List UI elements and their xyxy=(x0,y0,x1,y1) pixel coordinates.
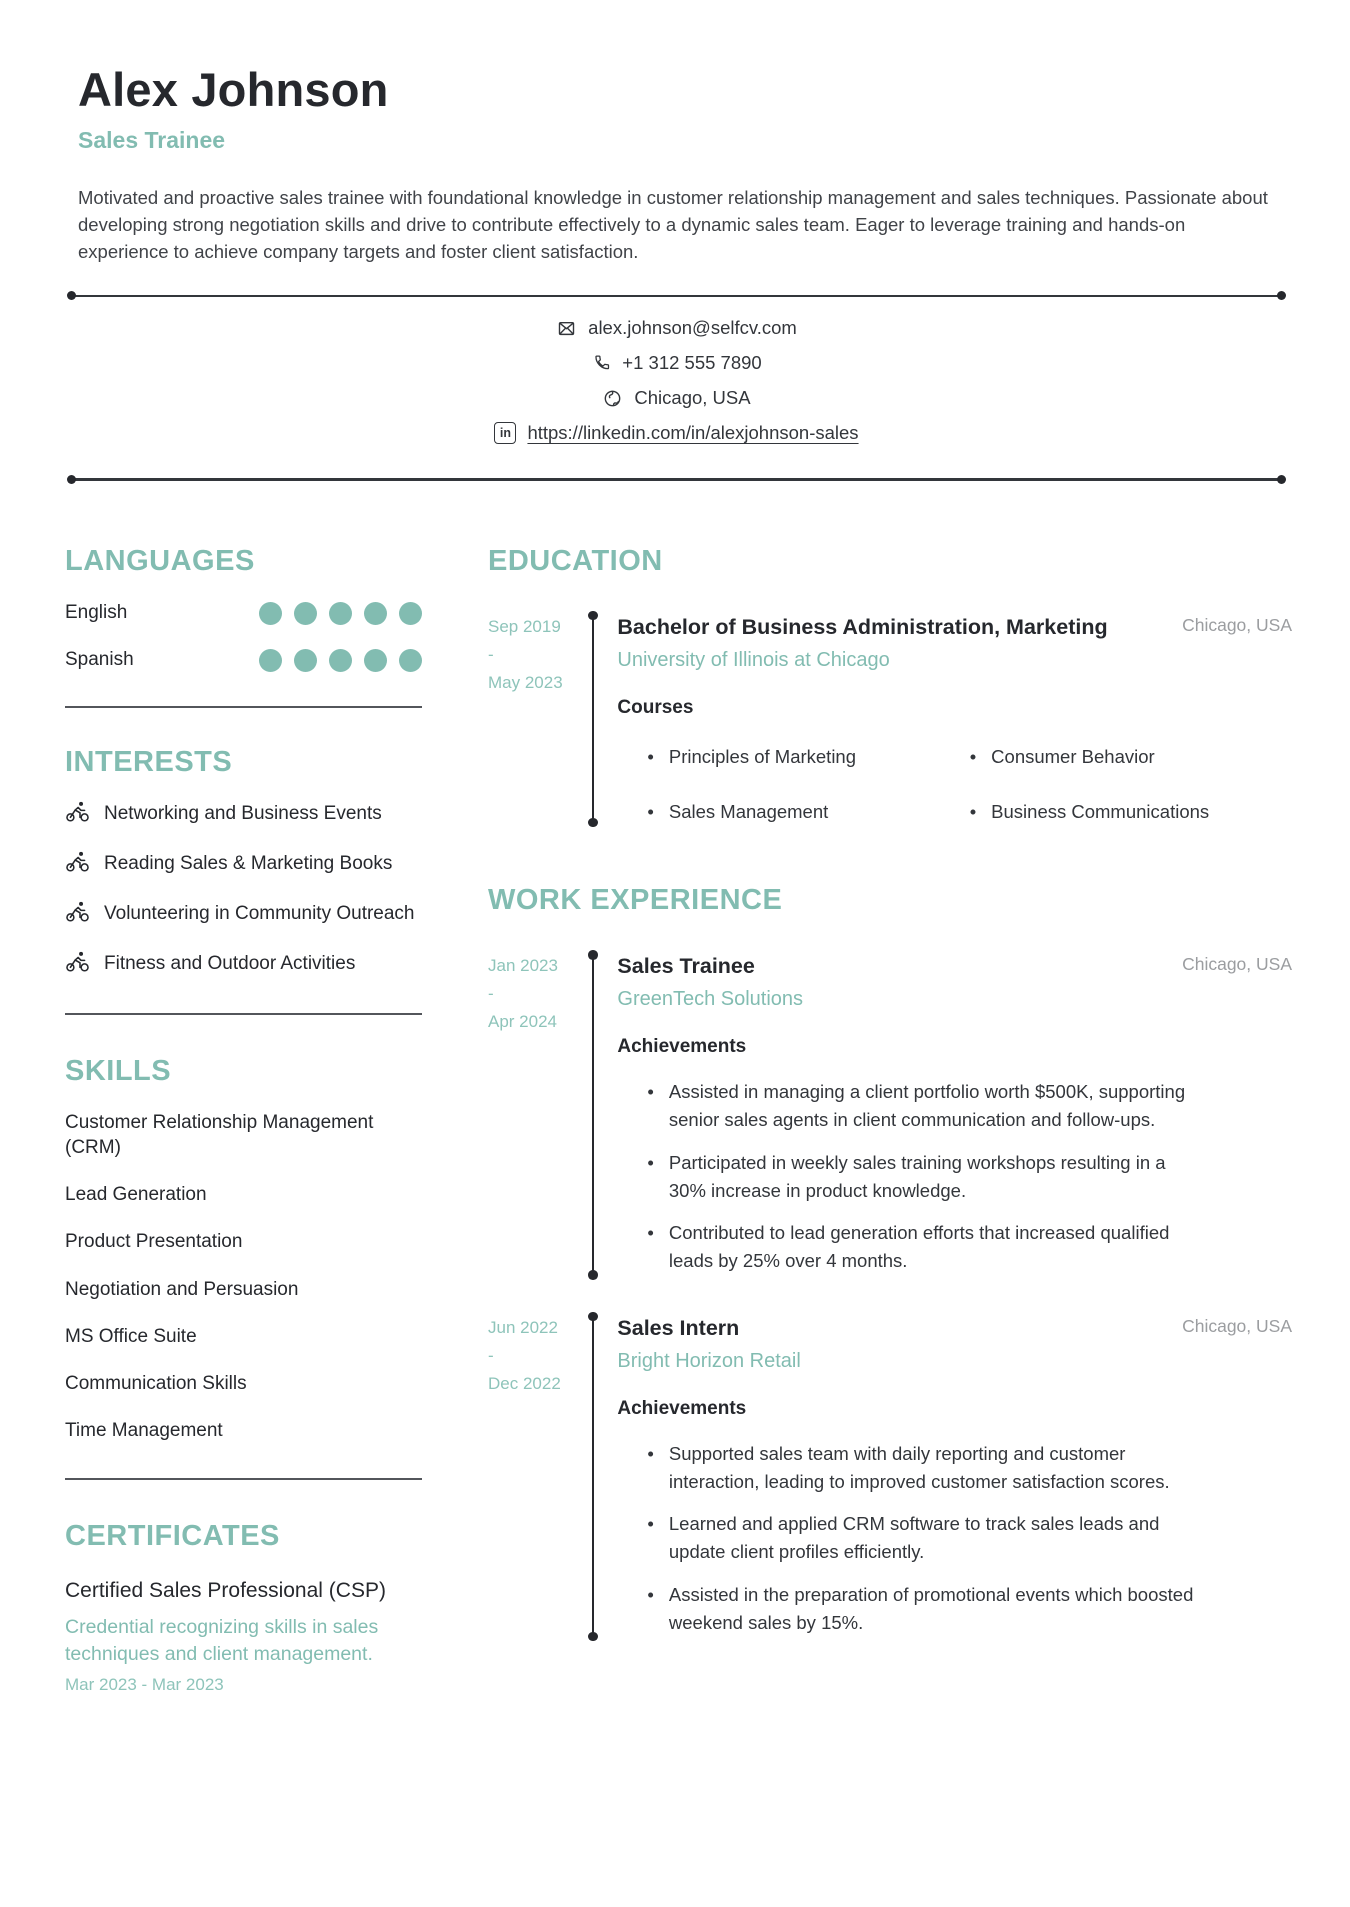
list-item xyxy=(65,949,422,979)
contact-linkedin xyxy=(68,422,1285,444)
achievement-item: • Assisted in managing a client portfolio worth $500K, supporting senior sales agents in client communication and follow-ups. xyxy=(647,1078,1207,1134)
skill-label: Customer Relationship Management (CRM) xyxy=(65,1111,374,1158)
language-name: English xyxy=(65,602,128,624)
contact-bottom-rule xyxy=(68,478,1285,481)
interest-label: Reading Sales & Marketing Books xyxy=(104,852,393,874)
list-item xyxy=(65,849,422,879)
contact-top-rule xyxy=(68,295,1285,298)
contact-phone-text: +1 312 555 7890 xyxy=(622,352,762,374)
language-level-dots xyxy=(259,602,422,625)
date-start: Jan 2023 xyxy=(488,956,558,976)
contact-location-text: Chicago, USA xyxy=(634,387,751,409)
summary-text: Motivated and proactive sales trainee with foundational knowledge in customer relationship management and sales techniques. Passionate about developing strong negotiation skills and drive to contribute effectively to a dynamic sales team. Eager to leverage training and hands-on experience to achieve company targets and foster client satisfaction. xyxy=(78,186,1268,262)
contact-email xyxy=(68,317,1285,339)
date-start: Jun 2022 xyxy=(488,1317,558,1337)
section-work-experience xyxy=(488,884,1292,1640)
education-heading: EDUCATION xyxy=(488,544,663,577)
entry-location: Chicago, USA xyxy=(1182,1315,1292,1336)
company-name: Bright Horizon Retail xyxy=(617,1349,801,1372)
date-start: Sep 2019 xyxy=(488,616,561,636)
bicycle-icon xyxy=(65,899,90,929)
envelope-icon xyxy=(556,318,577,339)
course-item: • Business Communications xyxy=(970,798,1292,826)
section-languages xyxy=(65,545,422,708)
certificates-heading: CERTIFICATES xyxy=(65,1519,280,1552)
section-interests xyxy=(65,746,422,1015)
date-end: Apr 2024 xyxy=(488,1012,557,1032)
skill-label: Product Presentation xyxy=(65,1231,243,1253)
courses-label: Courses xyxy=(617,696,694,718)
job-title: Sales Trainee xyxy=(78,126,226,153)
interest-label: Volunteering in Community Outreach xyxy=(104,902,415,924)
achievements-label: Achievements xyxy=(617,1397,747,1419)
main-content xyxy=(488,545,1292,1695)
timeline xyxy=(592,951,594,1279)
contact-location xyxy=(68,387,1285,409)
section-divider xyxy=(65,1478,422,1480)
course-item: • Sales Management xyxy=(647,798,969,826)
header xyxy=(0,0,1350,265)
education-entry xyxy=(488,612,1292,827)
contact-phone xyxy=(68,352,1285,374)
timeline xyxy=(592,612,594,827)
achievement-item: • Participated in weekly sales training workshops resulting in a 30% increase in product knowledge. xyxy=(647,1149,1207,1205)
linkedin-link[interactable]: https://linkedin.com/in/alexjohnson-sales xyxy=(527,422,859,444)
entry-dates xyxy=(488,951,582,1279)
degree-title: Bachelor of Business Administration, Marketing xyxy=(617,614,1108,639)
section-education xyxy=(488,545,1292,827)
role-title: Sales Intern xyxy=(617,1315,740,1340)
date-end: Dec 2022 xyxy=(488,1373,561,1393)
skill-label: Time Management xyxy=(65,1420,223,1442)
certificate-dates: Mar 2023 - Mar 2023 xyxy=(65,1675,224,1695)
entry-dates xyxy=(488,1313,582,1641)
section-divider xyxy=(65,706,422,708)
course-item: • Principles of Marketing xyxy=(647,743,969,771)
interest-label: Networking and Business Events xyxy=(104,802,382,824)
certificate-name: Certified Sales Professional (CSP) xyxy=(65,1578,386,1602)
bicycle-icon xyxy=(65,799,90,829)
achievement-item: • Contributed to lead generation efforts that increased qualified leads by 25% over 4 months. xyxy=(647,1219,1207,1275)
work-heading: WORK EXPERIENCE xyxy=(488,884,783,917)
contact-section xyxy=(68,295,1285,481)
school-name: University of Illinois at Chicago xyxy=(617,648,890,671)
interest-label: Fitness and Outdoor Activities xyxy=(104,952,356,974)
company-name: GreenTech Solutions xyxy=(617,988,804,1011)
interests-heading: INTERESTS xyxy=(65,745,233,778)
section-skills xyxy=(65,1055,422,1480)
work-entry xyxy=(488,951,1292,1279)
role-title: Sales Trainee xyxy=(617,954,755,979)
phone-icon xyxy=(591,353,611,373)
bicycle-icon xyxy=(65,949,90,979)
globe-icon xyxy=(602,388,623,409)
work-entry xyxy=(488,1313,1292,1641)
achievement-item: • Learned and applied CRM software to track sales leads and update client profiles efficiently. xyxy=(647,1510,1207,1566)
language-level-dots xyxy=(259,649,422,672)
entry-dates xyxy=(488,612,582,827)
skills-heading: SKILLS xyxy=(65,1054,172,1087)
achievement-item: • Assisted in the preparation of promotional events which boosted weekend sales by 15%. xyxy=(647,1581,1207,1637)
skill-label: MS Office Suite xyxy=(65,1325,197,1347)
contact-email-text: alex.johnson@selfcv.com xyxy=(588,317,797,339)
skill-label: Communication Skills xyxy=(65,1373,247,1395)
date-separator: - xyxy=(488,984,494,1004)
entry-location: Chicago, USA xyxy=(1182,954,1292,975)
achievement-item: • Supported sales team with daily reporting and customer interaction, leading to improved customer satisfaction scores. xyxy=(647,1440,1207,1496)
name-heading: Alex Johnson xyxy=(78,63,389,116)
date-separator: - xyxy=(488,644,494,664)
courses-list xyxy=(617,743,1292,827)
sidebar xyxy=(65,545,422,1695)
achievements-list xyxy=(617,1440,1292,1637)
linkedin-icon: in xyxy=(494,422,516,444)
list-item xyxy=(65,799,422,829)
section-divider xyxy=(65,1013,422,1015)
language-row xyxy=(65,649,422,672)
achievements-label: Achievements xyxy=(617,1036,747,1058)
date-end: May 2023 xyxy=(488,672,563,692)
timeline xyxy=(592,1313,594,1641)
date-separator: - xyxy=(488,1345,494,1365)
languages-heading: LANGUAGES xyxy=(65,544,255,577)
entry-location: Chicago, USA xyxy=(1182,614,1292,635)
bicycle-icon xyxy=(65,849,90,879)
skill-label: Negotiation and Persuasion xyxy=(65,1278,299,1300)
language-row xyxy=(65,602,422,625)
certificate-description: Credential recognizing skills in sales techniques and client management. xyxy=(65,1615,379,1666)
list-item xyxy=(65,899,422,929)
skill-label: Lead Generation xyxy=(65,1184,207,1206)
achievements-list xyxy=(617,1078,1292,1275)
section-certificates xyxy=(65,1520,422,1695)
language-name: Spanish xyxy=(65,649,134,671)
course-item: • Consumer Behavior xyxy=(970,743,1292,771)
